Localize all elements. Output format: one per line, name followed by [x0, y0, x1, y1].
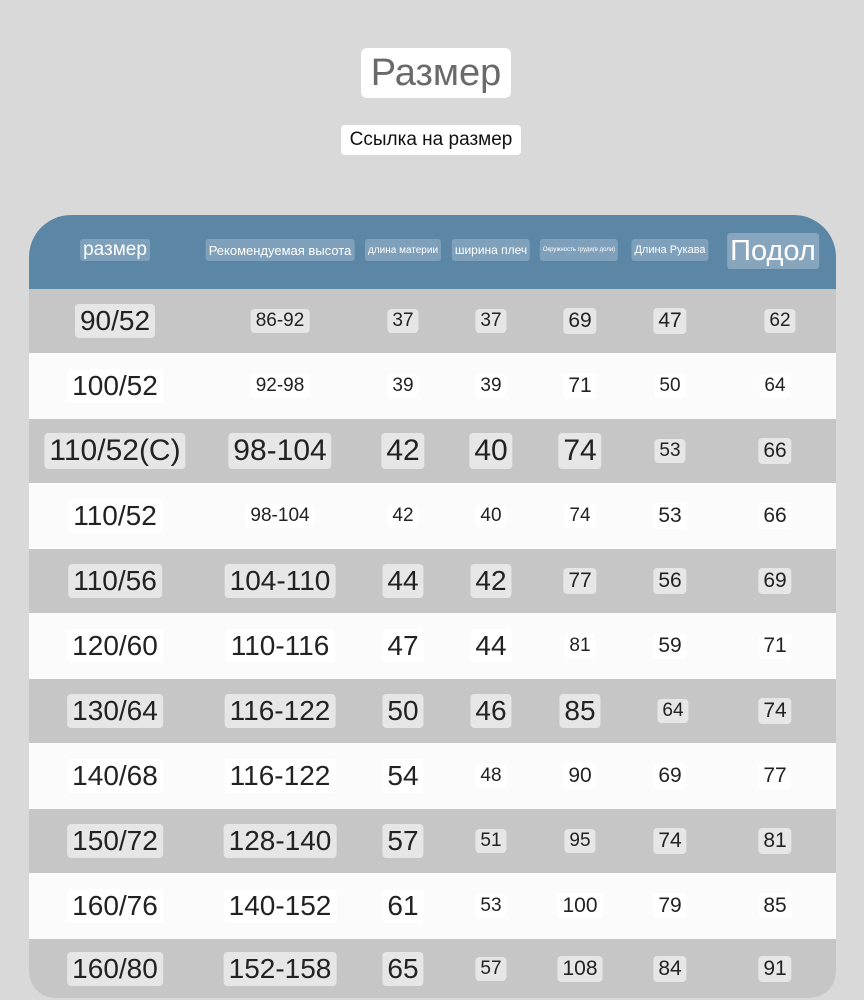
cell-hem: 64 [759, 374, 790, 398]
header-shoulder: ширина плеч [452, 239, 530, 261]
cell-hem: 66 [758, 503, 791, 529]
cell-size: 110/56 [68, 564, 162, 598]
cell-sleeve: 53 [653, 503, 686, 529]
cell-size: 160/80 [67, 952, 163, 986]
cell-length: 44 [382, 564, 423, 598]
table-row [29, 744, 836, 808]
cell-length: 47 [382, 629, 423, 663]
cell-height: 128-140 [224, 824, 337, 858]
cell-chest: 100 [557, 893, 602, 919]
header-size: размер [80, 239, 150, 261]
cell-shoulder: 51 [475, 829, 506, 853]
cell-shoulder: 57 [475, 957, 506, 981]
cell-shoulder: 46 [470, 694, 511, 728]
cell-chest: 85 [559, 694, 600, 728]
cell-height: 116-122 [225, 694, 336, 728]
cell-hem: 81 [758, 828, 791, 854]
header-hem: Подол [727, 233, 819, 269]
page-title: Размер [361, 48, 511, 98]
table-row [29, 939, 836, 998]
cell-hem: 69 [758, 568, 791, 594]
cell-hem: 74 [758, 698, 791, 724]
cell-length: 50 [382, 694, 423, 728]
cell-size: 150/72 [67, 824, 163, 858]
cell-sleeve: 79 [653, 893, 686, 919]
header-sleeve: Длина Рукава [631, 239, 708, 261]
table-header [29, 215, 836, 289]
cell-shoulder: 37 [475, 309, 506, 333]
cell-shoulder: 39 [475, 374, 506, 398]
cell-length: 42 [387, 504, 418, 528]
cell-hem: 91 [758, 956, 791, 982]
table-row [29, 809, 836, 873]
cell-chest: 74 [564, 504, 595, 528]
cell-size: 120/60 [67, 629, 163, 663]
cell-shoulder: 40 [469, 433, 512, 469]
cell-length: 65 [382, 952, 423, 986]
cell-size: 130/64 [67, 694, 163, 728]
cell-shoulder: 48 [475, 764, 506, 788]
cell-shoulder: 53 [475, 894, 506, 918]
table-row [29, 874, 836, 938]
cell-chest: 108 [557, 956, 602, 982]
cell-sleeve: 64 [657, 699, 688, 723]
cell-hem: 85 [758, 893, 791, 919]
cell-size: 140/68 [67, 759, 163, 793]
cell-chest: 74 [558, 433, 601, 469]
cell-hem: 62 [764, 309, 795, 333]
cell-length: 37 [387, 309, 418, 333]
cell-sleeve: 50 [654, 374, 685, 398]
cell-sleeve: 53 [654, 439, 685, 463]
cell-length: 57 [382, 824, 423, 858]
cell-shoulder: 40 [475, 504, 506, 528]
cell-sleeve: 56 [653, 568, 686, 594]
page-subtitle: Ссылка на размер [341, 125, 521, 155]
cell-chest: 77 [563, 568, 596, 594]
cell-chest: 95 [564, 829, 595, 853]
cell-size: 110/52 [68, 499, 162, 533]
table-row [29, 484, 836, 548]
cell-height: 98-104 [228, 433, 331, 469]
header-length: длина материи [365, 239, 441, 261]
header-height: Рекомендуемая высота [206, 239, 355, 261]
cell-sleeve: 47 [653, 308, 686, 334]
cell-shoulder: 44 [470, 629, 511, 663]
cell-size: 160/76 [67, 889, 163, 923]
cell-hem: 77 [758, 763, 791, 789]
cell-sleeve: 59 [653, 633, 686, 659]
cell-height: 98-104 [245, 504, 314, 528]
cell-height: 152-158 [224, 952, 337, 986]
cell-chest: 81 [564, 634, 595, 658]
cell-height: 92-98 [251, 374, 310, 398]
cell-size: 90/52 [75, 304, 155, 338]
header-chest: Окружность груди(в доли) [540, 239, 618, 261]
cell-length: 54 [382, 759, 423, 793]
cell-hem: 66 [758, 438, 791, 464]
cell-height: 116-122 [225, 759, 336, 793]
table-row [29, 549, 836, 613]
table-row [29, 679, 836, 743]
cell-length: 39 [387, 374, 418, 398]
cell-chest: 71 [563, 373, 596, 399]
cell-height: 86-92 [251, 309, 310, 333]
table-row [29, 289, 836, 353]
cell-shoulder: 42 [470, 564, 511, 598]
cell-sleeve: 74 [653, 828, 686, 854]
table-row [29, 354, 836, 418]
cell-hem: 71 [758, 633, 791, 659]
cell-length: 42 [381, 433, 424, 469]
cell-sleeve: 84 [653, 956, 686, 982]
cell-chest: 69 [563, 308, 596, 334]
cell-height: 104-110 [225, 564, 336, 598]
cell-size: 100/52 [67, 369, 163, 403]
cell-sleeve: 69 [653, 763, 686, 789]
table-row [29, 614, 836, 678]
cell-size: 110/52(C) [44, 433, 185, 469]
cell-height: 110-116 [226, 629, 335, 663]
size-table [29, 215, 836, 998]
cell-chest: 90 [563, 763, 596, 789]
cell-length: 61 [382, 889, 423, 923]
cell-height: 140-152 [224, 889, 337, 923]
table-row [29, 419, 836, 483]
